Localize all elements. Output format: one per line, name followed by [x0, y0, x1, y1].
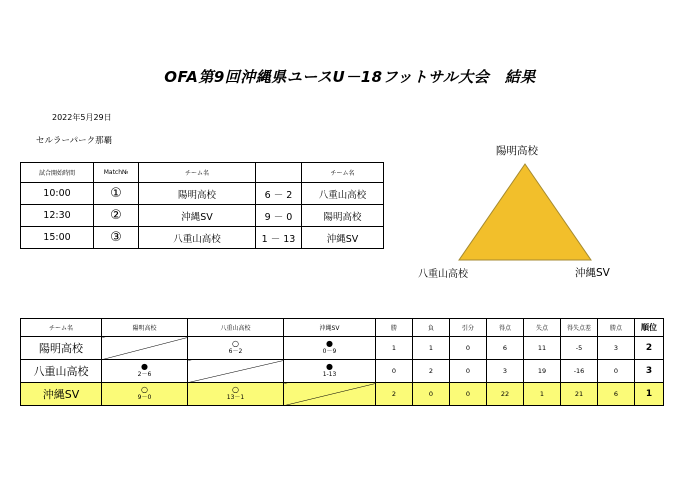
standings-goal-difference: -16: [561, 360, 598, 383]
standings-header-draw: 引分: [450, 319, 487, 337]
triangle-label-bottom-right: 沖縄SV: [575, 267, 610, 279]
standings-losses: 2: [413, 360, 450, 383]
standings-losses: 0: [413, 383, 450, 406]
schedule-table: [20, 162, 384, 249]
standings-goals-against: 19: [524, 360, 561, 383]
standings-draws: 0: [450, 337, 487, 360]
standings-result-cell: [284, 337, 376, 360]
schedule-row: [21, 227, 384, 249]
schedule-header-row: [21, 163, 384, 183]
standings-goals-for: 6: [487, 337, 524, 360]
standings-header-vs3: 沖縄SV: [284, 319, 376, 337]
standings-header-win: 勝: [376, 319, 413, 337]
schedule-header-time: 試合開始時間: [21, 163, 94, 183]
standings-row: [21, 337, 664, 360]
standings-draws: 0: [450, 360, 487, 383]
schedule-header-match: Match№: [94, 163, 139, 183]
result-score: 2－6: [137, 371, 152, 378]
standings-rank: 3: [635, 360, 664, 383]
standings-header-vs2: 八重山高校: [188, 319, 284, 337]
triangle-shape: [459, 164, 591, 260]
event-date: 2022年5月29日: [52, 113, 112, 122]
standings-rank: 2: [635, 337, 664, 360]
result-mark: ●: [326, 362, 333, 371]
standings-header-loss: 負: [413, 319, 450, 337]
schedule-team1: 八重山高校: [139, 227, 256, 249]
standings-goals-for: 22: [487, 383, 524, 406]
standings-points: 6: [598, 383, 635, 406]
schedule-time: 10:00: [21, 183, 94, 205]
standings-result-cell: [102, 360, 188, 383]
standings-goals-for: 3: [487, 360, 524, 383]
standings-result-cell: [102, 383, 188, 406]
schedule-team2: 八重山高校: [302, 183, 384, 205]
schedule-match-number: ②: [94, 205, 139, 227]
standings-result-cell: [284, 360, 376, 383]
standings-team-name: 陽明高校: [21, 337, 102, 360]
schedule-score: 9 － 0: [256, 205, 302, 227]
venue-name: セルラーパーク那覇: [36, 136, 113, 146]
standings-team-name: 沖縄SV: [21, 383, 102, 406]
standings-table: [20, 318, 664, 406]
league-triangle-diagram: [455, 160, 595, 264]
schedule-time: 15:00: [21, 227, 94, 249]
schedule-team2: 陽明高校: [302, 205, 384, 227]
standings-header-goals-against: 失点: [524, 319, 561, 337]
standings-result-cell: [188, 337, 284, 360]
standings-header-vs1: 陽明高校: [102, 319, 188, 337]
result-mark: ●: [326, 339, 333, 348]
result-mark: ○: [232, 339, 239, 348]
result-mark: ○: [232, 385, 239, 394]
standings-wins: 1: [376, 337, 413, 360]
standings-goal-difference: 21: [561, 383, 598, 406]
schedule-match-number: ③: [94, 227, 139, 249]
triangle-label-bottom-left: 八重山高校: [418, 269, 468, 280]
schedule-score: 6 － 2: [256, 183, 302, 205]
result-score: 9－0: [137, 394, 152, 401]
result-mark: ●: [141, 362, 148, 371]
page-title: OFA第9回沖縄県ユースU－18フットサル大会 結果: [164, 68, 536, 86]
schedule-time: 12:30: [21, 205, 94, 227]
standings-goal-difference: -5: [561, 337, 598, 360]
triangle-label-top: 陽明高校: [496, 145, 538, 157]
standings-points: 0: [598, 360, 635, 383]
standings-goals-against: 11: [524, 337, 561, 360]
standings-result-cell: [188, 383, 284, 406]
schedule-match-number: ①: [94, 183, 139, 205]
standings-row-highlighted: [21, 383, 664, 406]
schedule-team1: 陽明高校: [139, 183, 256, 205]
result-mark: ○: [141, 385, 148, 394]
schedule-score: 1 － 13: [256, 227, 302, 249]
standings-wins: 2: [376, 383, 413, 406]
standings-header-points: 勝点: [598, 319, 635, 337]
standings-team-name: 八重山高校: [21, 360, 102, 383]
result-score: 0－9: [322, 348, 337, 355]
standings-goals-against: 1: [524, 383, 561, 406]
standings-header-row: [21, 319, 664, 337]
result-score: 1-13: [322, 371, 337, 378]
standings-self-cell: [102, 337, 188, 360]
standings-self-cell: [284, 383, 376, 406]
standings-losses: 1: [413, 337, 450, 360]
standings-wins: 0: [376, 360, 413, 383]
schedule-row: [21, 205, 384, 227]
standings-points: 3: [598, 337, 635, 360]
result-score: 13－1: [226, 394, 245, 401]
schedule-row: [21, 183, 384, 205]
schedule-team2: 沖縄SV: [302, 227, 384, 249]
schedule-team1: 沖縄SV: [139, 205, 256, 227]
standings-self-cell: [188, 360, 284, 383]
standings-draws: 0: [450, 383, 487, 406]
standings-header-goals-for: 得点: [487, 319, 524, 337]
standings-header-team: チーム名: [21, 319, 102, 337]
schedule-header-team1: チーム名: [139, 163, 256, 183]
schedule-header-team2: チーム名: [302, 163, 384, 183]
result-score: 6－2: [228, 348, 243, 355]
standings-rank: 1: [635, 383, 664, 406]
standings-header-goal-difference: 得失点差: [561, 319, 598, 337]
standings-header-rank: 順位: [635, 319, 664, 337]
standings-row: [21, 360, 664, 383]
schedule-header-score: [256, 163, 302, 183]
